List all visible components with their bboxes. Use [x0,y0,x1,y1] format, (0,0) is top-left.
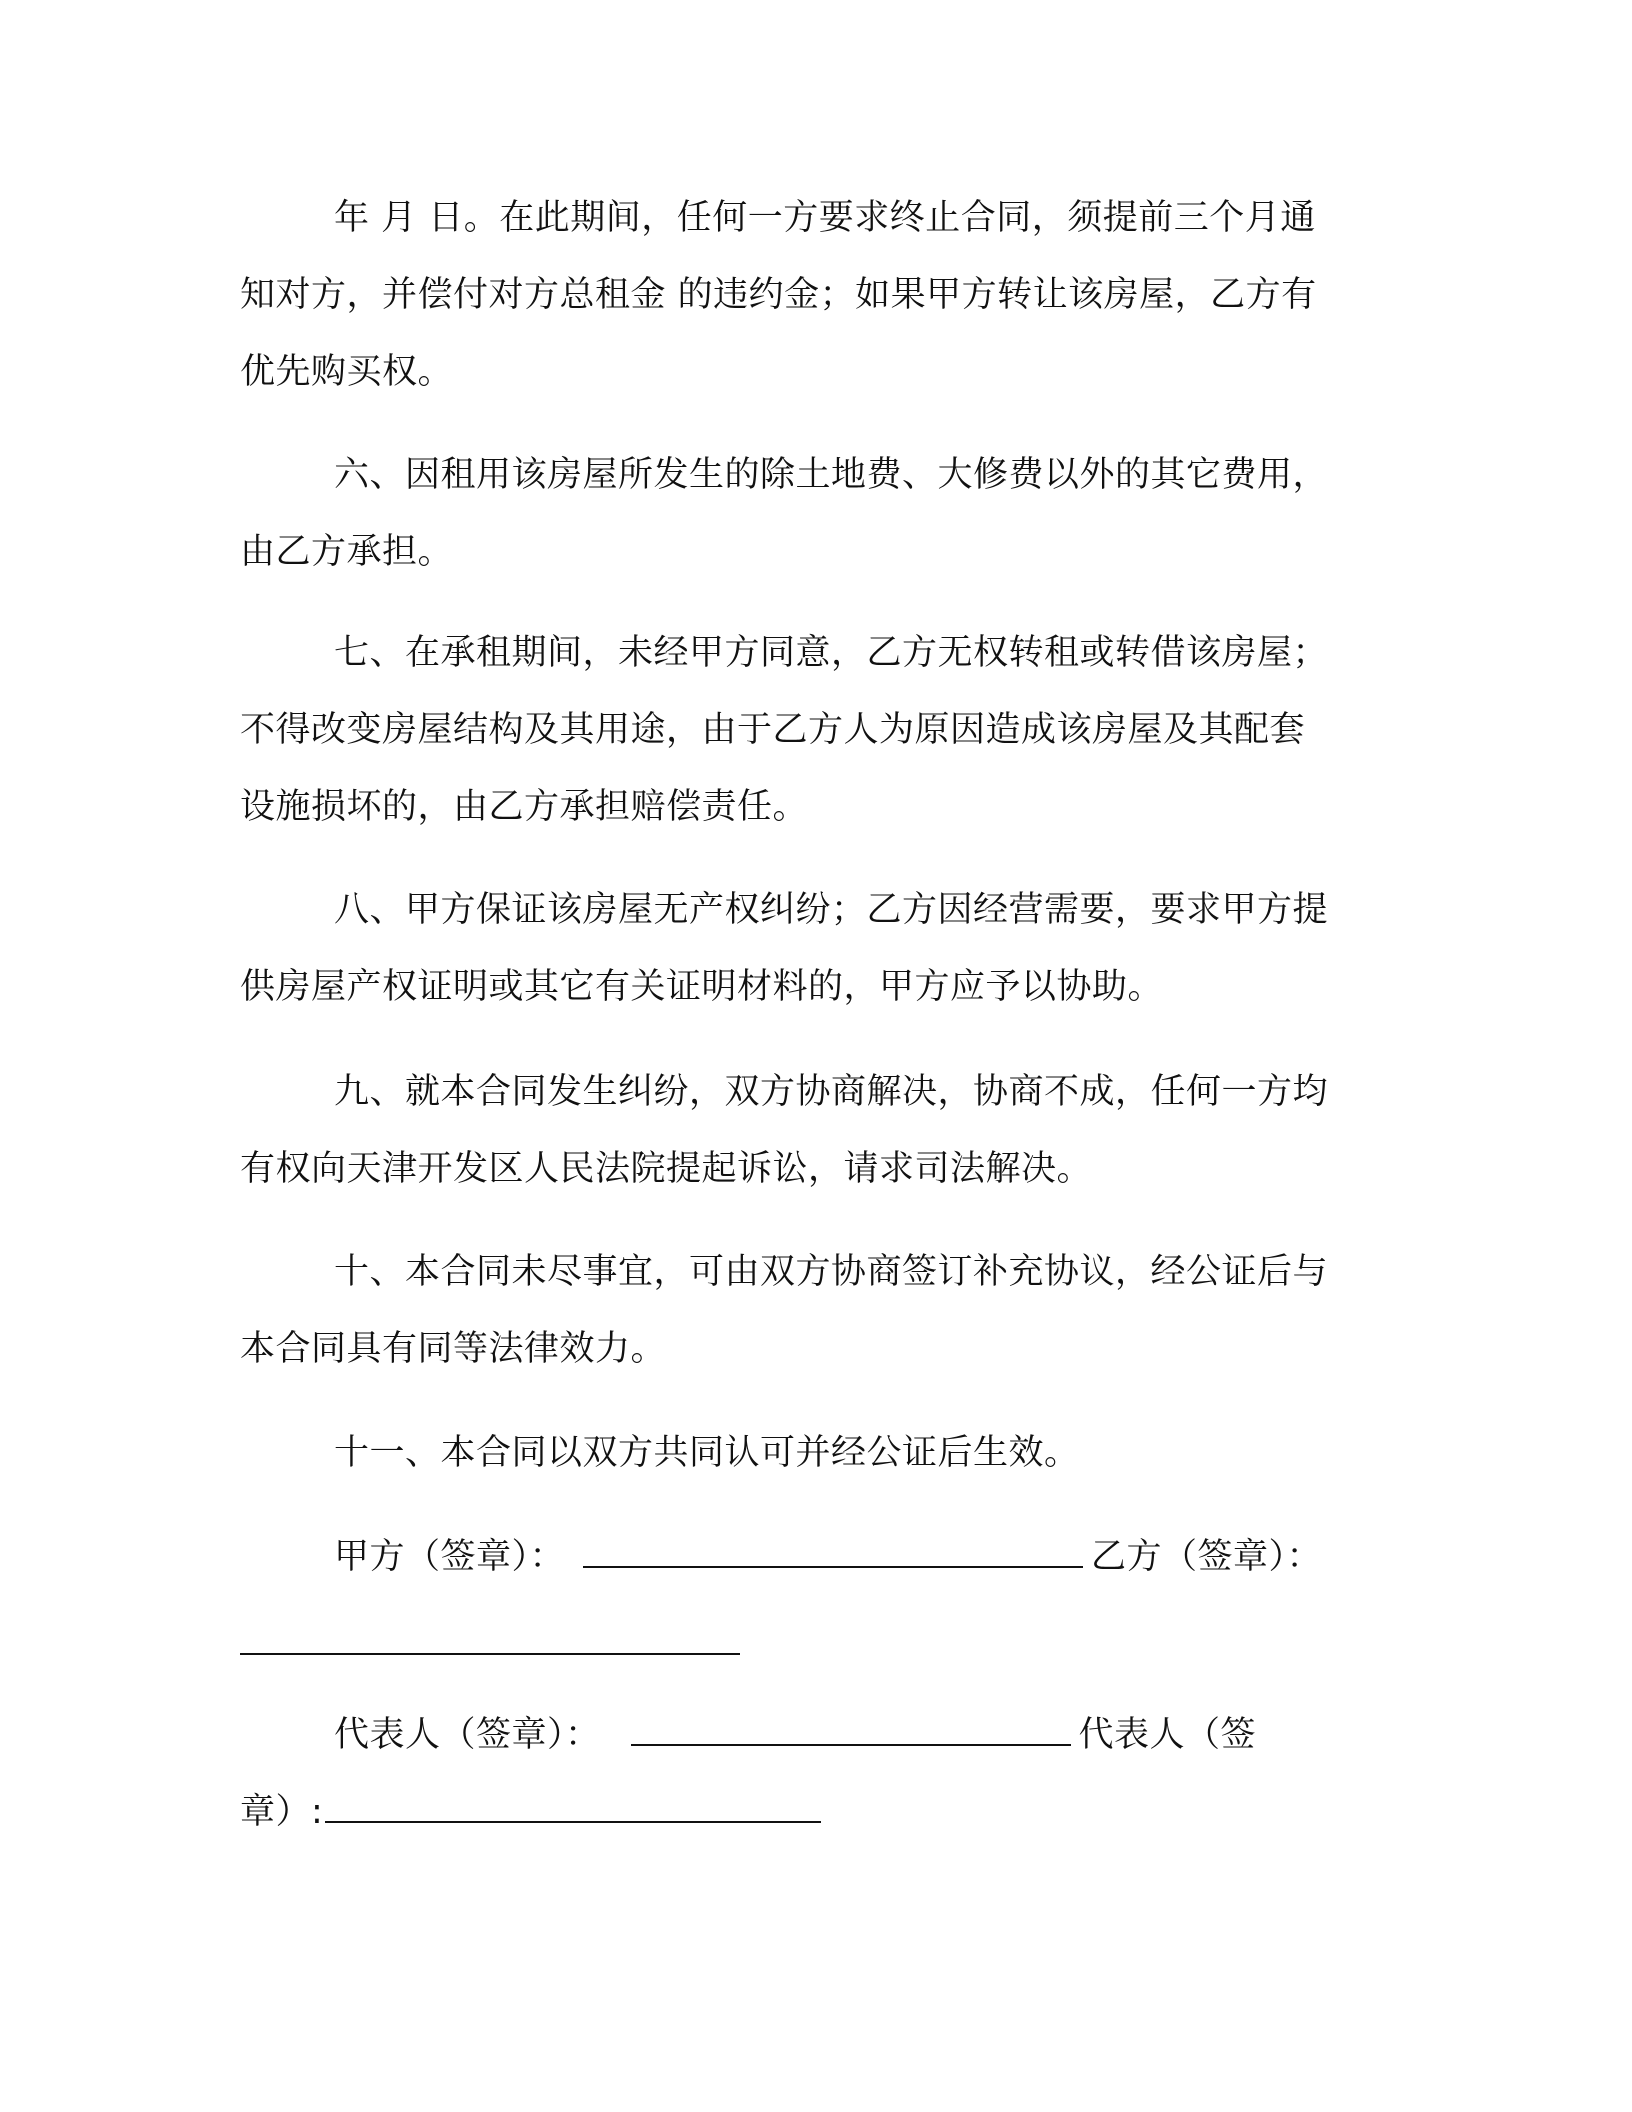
clause-9 [240,1054,1380,1208]
clause-10-line-1: 十、本合同未尽事宜，可由双方协商签订补充协议，经公证后与 [334,1252,1329,1292]
party-b-signature-line [240,1606,1380,1683]
clause-7 [240,615,1380,846]
party-b-signature-blank[interactable] [240,1617,740,1655]
clause-7-line-3: 设施损坏的，由乙方承担赔偿责任。 [240,787,809,827]
clause-5-line-1: 年 月 日。在此期间，任何一方要求终止合同，须提前三个月通 [334,198,1316,238]
rep-signature-line [240,1697,1380,1774]
party-signature-line [240,1519,1380,1596]
clause-8-line-2: 供房屋产权证明或其它有关证明材料的，甲方应予以协助。 [240,967,1164,1007]
party-b-signature-label: 乙方（签章）： [1091,1537,1323,1577]
party-a-signature-label: 甲方（签章）： [334,1537,566,1577]
clause-6-line-1: 六、因租用该房屋所发生的除土地费、大修费以外的其它费用， [334,455,1329,495]
rep-b-signature-label-part-2: 章）: [240,1792,324,1832]
rep-b-signature-line [240,1774,1380,1851]
clause-6 [240,437,1380,591]
signature-parties [240,1519,1380,1683]
clause-11-line-1: 十一、本合同以双方共同认可并经公证后生效。 [334,1433,1080,1473]
clause-5-line-3: 优先购买权。 [240,352,454,392]
clause-10-line-2: 本合同具有同等法律效力。 [240,1329,667,1369]
clause-5-tail [240,180,1380,411]
rep-b-signature-blank[interactable] [325,1785,821,1823]
rep-a-signature-blank[interactable] [631,1708,1071,1746]
clause-8 [240,872,1380,1026]
clause-7-line-1: 七、在承租期间，未经甲方同意，乙方无权转租或转借该房屋； [334,633,1329,673]
clause-10 [240,1234,1380,1388]
clause-11 [240,1415,1380,1492]
clause-8-line-1: 八、甲方保证该房屋无产权纠纷；乙方因经营需要，要求甲方提 [334,890,1329,930]
party-a-signature-blank[interactable] [583,1530,1083,1568]
signature-representatives [240,1697,1380,1851]
rep-b-signature-label-part-1: 代表人（签 [1078,1715,1257,1755]
clause-6-line-2: 由乙方承担。 [240,532,454,572]
rep-a-signature-label: 代表人（签章）： [334,1715,601,1755]
clause-7-line-2: 不得改变房屋结构及其用途，由于乙方人为原因造成该房屋及其配套 [240,710,1306,750]
clause-9-line-2: 有权向天津开发区人民法院提起诉讼，请求司法解决。 [240,1149,1093,1189]
clause-5-line-2: 知对方，并偿付对方总租金 的违约金；如果甲方转让该房屋，乙方有 [240,275,1317,315]
clause-9-line-1: 九、就本合同发生纠纷，双方协商解决，协商不成，任何一方均 [334,1072,1329,1112]
